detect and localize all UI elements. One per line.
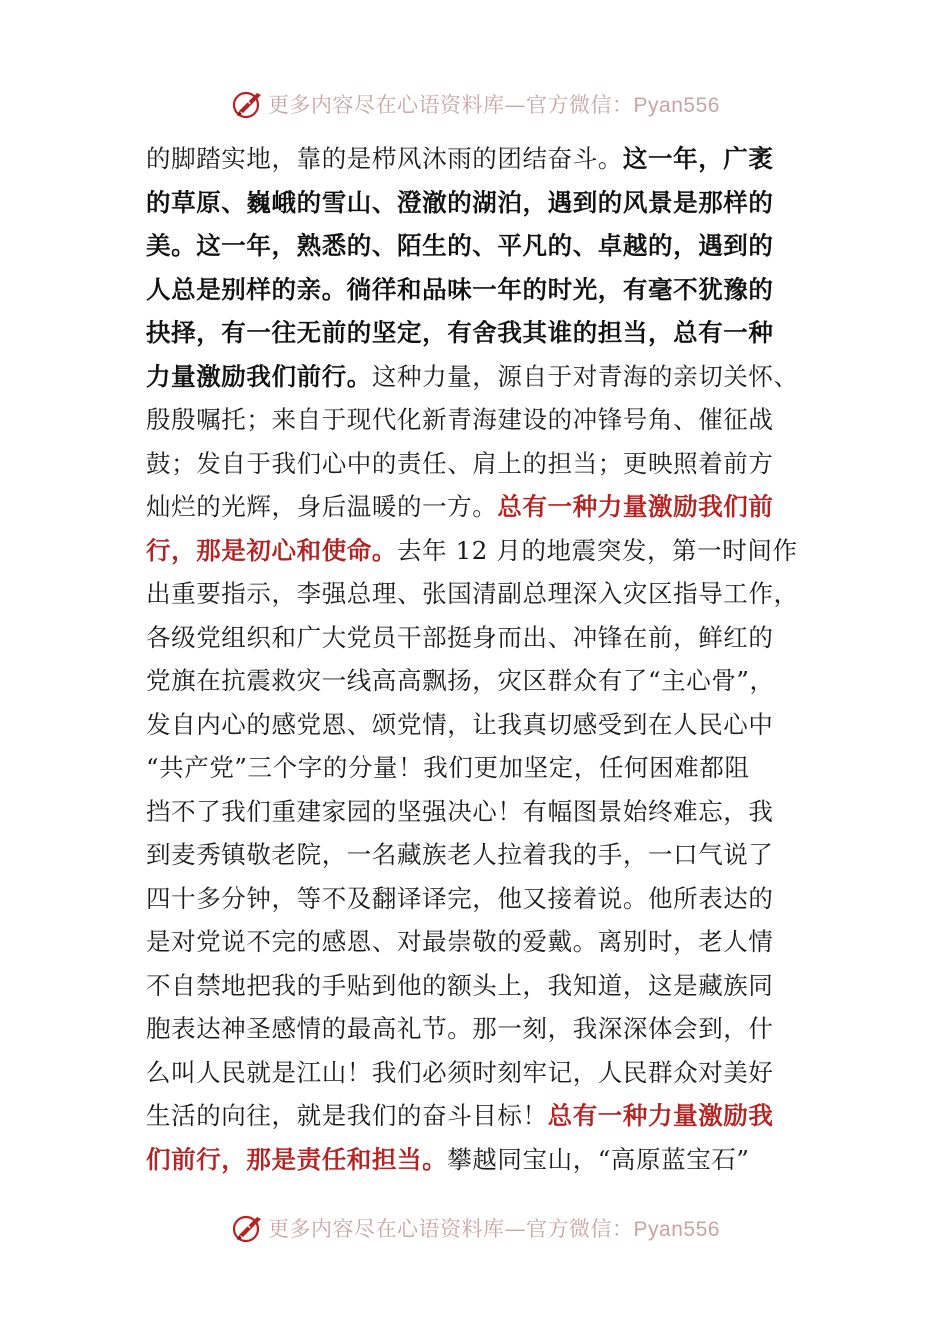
text-line	[146, 398, 786, 442]
body-text: 鼓；发自于我们心中的责任、肩上的担当；更映照着前方	[146, 448, 774, 478]
body-text: 各级党组织和广大党员干部挺身而出、冲锋在前，鲜红的	[146, 622, 774, 652]
text-line	[146, 964, 786, 1008]
body-text: 是对党说不完的感恩、对最崇敬的爱戴。离别时，老人情	[146, 927, 774, 956]
header-banner	[0, 82, 950, 126]
body-text: 生活的向往，就是我们的奋斗目标！	[146, 1101, 548, 1130]
pen-logo-icon	[230, 86, 266, 122]
pen-logo-icon	[230, 1210, 266, 1246]
body-text: “共产党”三个字的分量！我们更加坚定，任何困难都阻	[146, 753, 750, 782]
body-text: 灿烂的光辉，身后温暖的一方。	[146, 492, 498, 521]
text-line	[146, 137, 786, 181]
text-line	[146, 355, 799, 399]
text-line	[146, 703, 786, 747]
body-text: 挡不了我们重建家园的坚强决心！有幅图景始终难忘，我	[146, 796, 774, 826]
body-text: 到麦秀镇敬老院，一名藏族老人拉着我的手，一口气说了	[146, 840, 774, 869]
emphasis-bold-text: 力量激励我们前行。	[146, 361, 372, 391]
text-line	[146, 790, 786, 834]
body-text: 攀越同宝山，“高原蓝宝石”	[447, 1144, 750, 1174]
document-body	[146, 137, 799, 1181]
emphasis-bold-text: 抉择，有一往无前的坚定，有舍我其谁的担当，总有一种	[146, 318, 774, 347]
text-line	[146, 442, 786, 486]
text-line	[146, 572, 799, 616]
emphasis-bold-text: 的草原、巍峨的雪山、澄澈的湖泊，遇到的风景是那样的	[146, 187, 774, 217]
emphasis-bold-text: 这一年，广袤	[622, 144, 774, 173]
text-line	[146, 877, 786, 921]
emphasis-red-text: 行，那是初心和使命。	[146, 535, 397, 565]
body-text: 么叫人民就是江山！我们必须时刻牢记，人民群众对美好	[146, 1057, 774, 1087]
emphasis-red-text: 总有一种力量激励我们前	[497, 492, 774, 521]
body-text: 出重要指示，李强总理、张国清副总理深入灾区指导工作，	[146, 579, 799, 608]
text-line	[146, 268, 786, 312]
body-text: 这种力量，源自于对青海的亲切关怀、	[371, 361, 799, 391]
emphasis-bold-text: 美。这一年，熟悉的、陌生的、平凡的、卓越的，遇到的	[146, 231, 774, 260]
text-line	[146, 224, 786, 268]
text-line	[146, 1007, 786, 1051]
body-text: 去年 12 月的地震突发，第一时间作	[397, 535, 798, 565]
text-line	[146, 833, 786, 877]
body-text: 不自禁地把我的手贴到他的额头上，我知道，这是藏族同	[146, 970, 774, 1000]
emphasis-red-text: 总有一种力量激励我	[547, 1101, 774, 1130]
text-line	[146, 181, 786, 225]
text-line	[146, 746, 786, 790]
text-line	[146, 920, 786, 964]
body-text: 四十多分钟，等不及翻译译完，他又接着说。他所表达的	[146, 883, 774, 913]
footer-banner	[0, 1206, 950, 1250]
text-line	[146, 1051, 786, 1095]
emphasis-bold-text: 人总是别样的亲。徜徉和品味一年的时光，有毫不犹豫的	[146, 274, 774, 304]
text-line	[146, 485, 786, 529]
text-line	[146, 1138, 786, 1182]
body-text: 党旗在抗震救灾一线高高飘扬，灾区群众有了“主心骨”，	[146, 666, 775, 695]
text-line	[146, 529, 798, 573]
body-text: 的脚踏实地，靠的是栉风沐雨的团结奋斗。	[146, 144, 623, 173]
text-line	[146, 311, 786, 355]
emphasis-red-text: 们前行，那是责任和担当。	[146, 1144, 448, 1174]
body-text: 胞表达神圣感情的最高礼节。那一刻，我深深体会到，什	[146, 1014, 774, 1043]
body-text: 殷殷嘱托；来自于现代化新青海建设的冲锋号角、催征战	[146, 405, 774, 434]
body-text: 发自内心的感党恩、颂党情，让我真切感受到在人民心中	[146, 709, 774, 739]
text-line	[146, 1094, 786, 1138]
footer-banner-text: 更多内容尽在心语资料库—官方微信：Pyan556	[268, 1217, 720, 1241]
text-line	[146, 659, 786, 703]
header-banner-text: 更多内容尽在心语资料库—官方微信：Pyan556	[268, 93, 720, 117]
text-line	[146, 616, 786, 660]
